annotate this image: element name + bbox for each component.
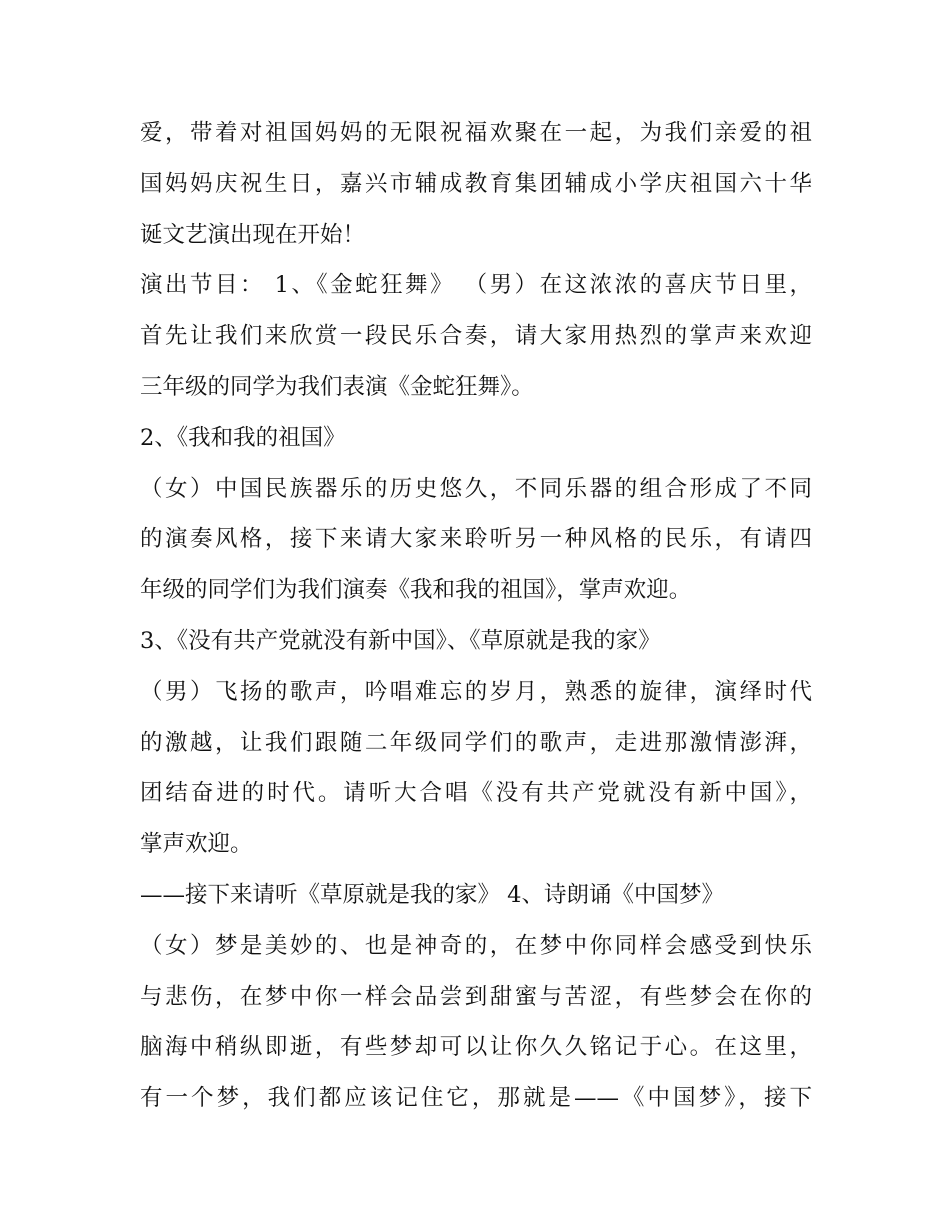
text-line-16: ——接下来请听《草原就是我的家》 4、诗朗诵《中国梦》 xyxy=(140,881,724,908)
text-line-6: 三年级的同学为我们表演《金蛇狂舞》。 xyxy=(140,373,534,400)
text-line-12: （男）飞扬的歌声，吟唱难忘的岁月，熟悉的旋律，演绎时代 xyxy=(140,678,812,705)
text-line-3: 诞文艺演出现在开始！ xyxy=(140,221,366,248)
text-line-10: 年级的同学们为我们演奏《我和我的祖国》，掌声欢迎。 xyxy=(140,577,692,604)
text-line-1: 爱，带着对祖国妈妈的无限祝福欢聚在一起，为我们亲爱的祖 xyxy=(140,120,812,146)
text-line-7: 2、《我和我的祖国》 xyxy=(140,424,346,451)
text-line-8: （女）中国民族器乐的历史悠久，不同乐器的组合形成了不同 xyxy=(140,475,812,502)
text-line-19: 脑海中稍纵即逝，有些梦却可以让你久久铭记于心。在这里， xyxy=(140,1034,812,1061)
text-line-4: 演出节目： 1、《金蛇狂舞》 （男）在这浓浓的喜庆节日里， xyxy=(140,272,812,299)
text-line-2: 国妈妈庆祝生日，嘉兴市辅成教育集团辅成小学庆祖国六十华 xyxy=(140,170,812,197)
document-body xyxy=(140,108,812,1124)
text-line-11: 3、《没有共产党就没有新中国》、《草原就是我的家》 xyxy=(140,627,661,654)
text-line-13: 的激越，让我们跟随二年级同学们的歌声，走进那激情澎湃， xyxy=(140,729,812,756)
text-line-20: 有一个梦，我们都应该记住它，那就是——《中国梦》，接下 xyxy=(140,1085,812,1112)
text-line-9: 的演奏风格，接下来请大家来聆听另一种风格的民乐，有请四 xyxy=(140,526,812,553)
text-line-18: 与悲伤，在梦中你一样会品尝到甜蜜与苦涩，有些梦会在你的 xyxy=(140,983,812,1010)
text-line-5: 首先让我们来欣赏一段民乐合奏，请大家用热烈的掌声来欢迎 xyxy=(140,323,812,350)
text-line-17: （女）梦是美妙的、也是神奇的，在梦中你同样会感受到快乐 xyxy=(140,932,812,959)
text-line-14: 团结奋进的时代。请听大合唱《没有共产党就没有新中国》， xyxy=(140,780,812,807)
text-line-15: 掌声欢迎。 xyxy=(140,831,253,858)
